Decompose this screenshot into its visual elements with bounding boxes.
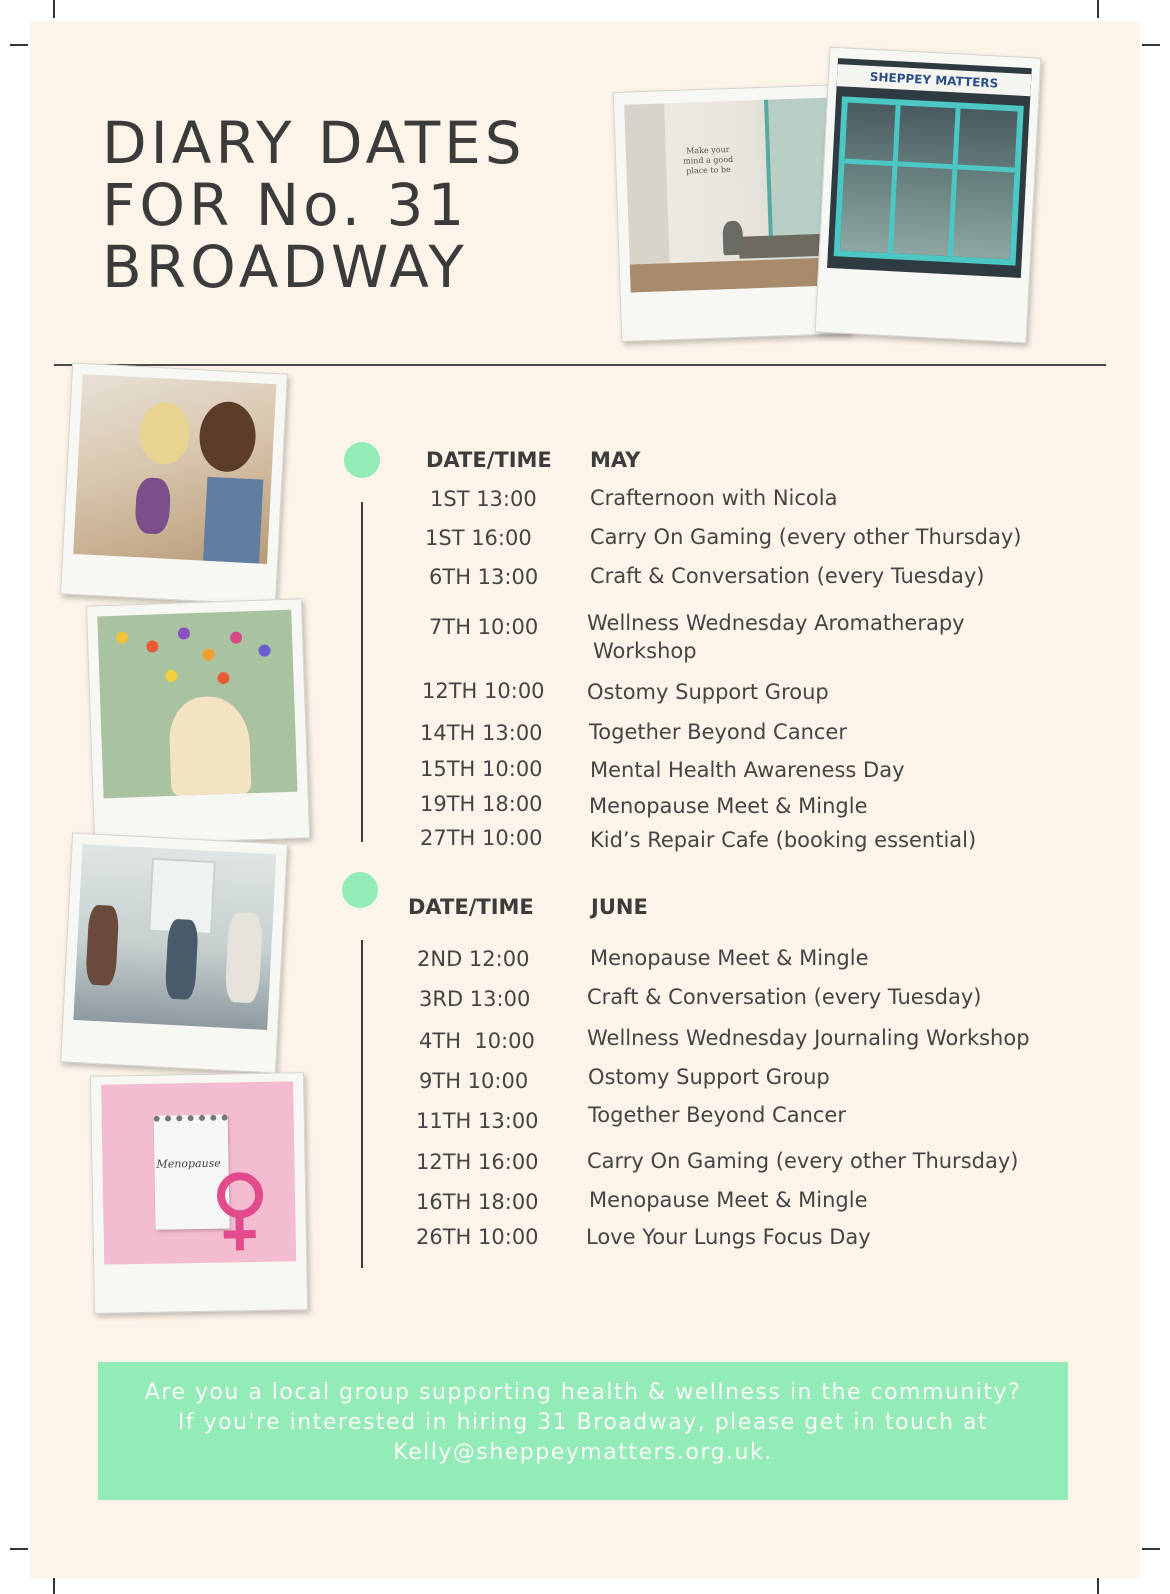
may-row-8-date: 19TH 18:00 (420, 792, 543, 816)
june-row-1-date: 2ND 12:00 (417, 947, 530, 971)
may-row-1-event: Crafternoon with Nicola (590, 486, 838, 510)
notepad-text: Menopause (156, 1156, 221, 1171)
craft-photo (73, 374, 276, 564)
polaroid-group (60, 833, 288, 1074)
polaroid-craft (60, 363, 288, 606)
title-line-1: DIARY DATES (102, 109, 526, 177)
may-row-4-event: Wellness Wednesday Aromatherapy (587, 611, 965, 635)
may-timeline-line (361, 502, 363, 842)
menopause-photo (101, 1081, 296, 1264)
may-row-6-date: 14TH 13:00 (420, 721, 543, 745)
june-row-1-event: Menopause Meet & Mingle (590, 946, 869, 970)
june-timeline-dot (342, 872, 378, 908)
may-timeline-dot (344, 442, 380, 478)
may-header-month: MAY (590, 448, 641, 472)
may-row-1-date: 1ST 13:00 (430, 487, 537, 511)
crop-mark (1097, 0, 1099, 18)
june-header-date: DATE/TIME (408, 895, 534, 919)
crop-mark (1142, 1548, 1160, 1550)
crop-mark (1142, 44, 1160, 46)
may-row-8-event: Menopause Meet & Mingle (589, 794, 868, 818)
may-row-3-date: 6TH 13:00 (429, 565, 539, 589)
june-row-7-event: Menopause Meet & Mingle (589, 1188, 868, 1212)
june-row-4-event: Ostomy Support Group (588, 1065, 830, 1089)
may-row-9-event: Kid’s Repair Cafe (booking essential) (590, 828, 977, 852)
divider (54, 364, 1106, 366)
crop-mark (53, 1578, 55, 1594)
crop-mark (10, 44, 28, 46)
contact-email[interactable]: Kelly@sheppeymatters.org.uk. (393, 1440, 773, 1465)
june-row-5-date: 11TH 13:00 (416, 1109, 539, 1133)
crop-mark (53, 0, 55, 18)
may-row-3-event: Craft & Conversation (every Tuesday) (590, 564, 985, 588)
may-header-date: DATE/TIME (426, 448, 552, 472)
june-row-3-date: 4TH 10:00 (419, 1029, 535, 1053)
may-row-6-event: Together Beyond Cancer (589, 720, 847, 744)
may-row-5-date: 12TH 10:00 (422, 679, 545, 703)
contact-banner (98, 1362, 1068, 1500)
may-row-4-event-cont: Workshop (593, 639, 697, 663)
may-row-2-date: 1ST 16:00 (425, 526, 532, 550)
group-photo (73, 844, 276, 1030)
crop-mark (10, 1548, 28, 1550)
polaroid-head-flowers (86, 598, 310, 845)
shop-sign: SHEPPEY MATTERS (837, 64, 1032, 96)
interior-photo (624, 98, 836, 293)
may-row-7-date: 15TH 10:00 (420, 757, 543, 781)
contact-line-1: Are you a local group supporting health & wellness in the community? (144, 1380, 1022, 1405)
female-symbol-icon (217, 1172, 264, 1219)
may-row-9-date: 27TH 10:00 (420, 826, 543, 850)
title-line-2: FOR No. 31 (102, 171, 469, 239)
crop-mark (1097, 1578, 1099, 1594)
may-row-7-event: Mental Health Awareness Day (590, 758, 905, 782)
june-row-4-date: 9TH 10:00 (419, 1069, 529, 1093)
contact-line-2: If you're interested in hiring 31 Broadway, please get in touch at (177, 1410, 989, 1435)
june-row-5-event: Together Beyond Cancer (588, 1103, 846, 1127)
june-row-2-event: Craft & Conversation (every Tuesday) (587, 985, 982, 1009)
june-row-7-date: 16TH 18:00 (416, 1190, 539, 1214)
may-row-4-date: 7TH 10:00 (429, 615, 539, 639)
polaroid-menopause (90, 1072, 308, 1314)
june-row-3-event: Wellness Wednesday Journaling Workshop (587, 1026, 1030, 1050)
june-row-2-date: 3RD 13:00 (419, 987, 531, 1011)
title-line-3: BROADWAY (102, 233, 468, 301)
polaroid-shopfront (815, 47, 1042, 344)
june-header-month: JUNE (591, 895, 648, 919)
may-row-2-event: Carry On Gaming (every other Thursday) (590, 525, 1022, 549)
shopfront-photo (827, 58, 1032, 278)
page-title (102, 109, 526, 301)
may-row-5-event: Ostomy Support Group (587, 680, 829, 704)
head-flowers-photo (97, 610, 297, 799)
june-timeline-line (361, 940, 363, 1268)
june-row-8-date: 26TH 10:00 (416, 1225, 539, 1249)
june-row-6-event: Carry On Gaming (every other Thursday) (587, 1149, 1019, 1173)
wall-quote: Make your mind a good place to be (682, 145, 734, 176)
june-row-8-event: Love Your Lungs Focus Day (586, 1225, 871, 1249)
june-row-6-date: 12TH 16:00 (416, 1150, 539, 1174)
